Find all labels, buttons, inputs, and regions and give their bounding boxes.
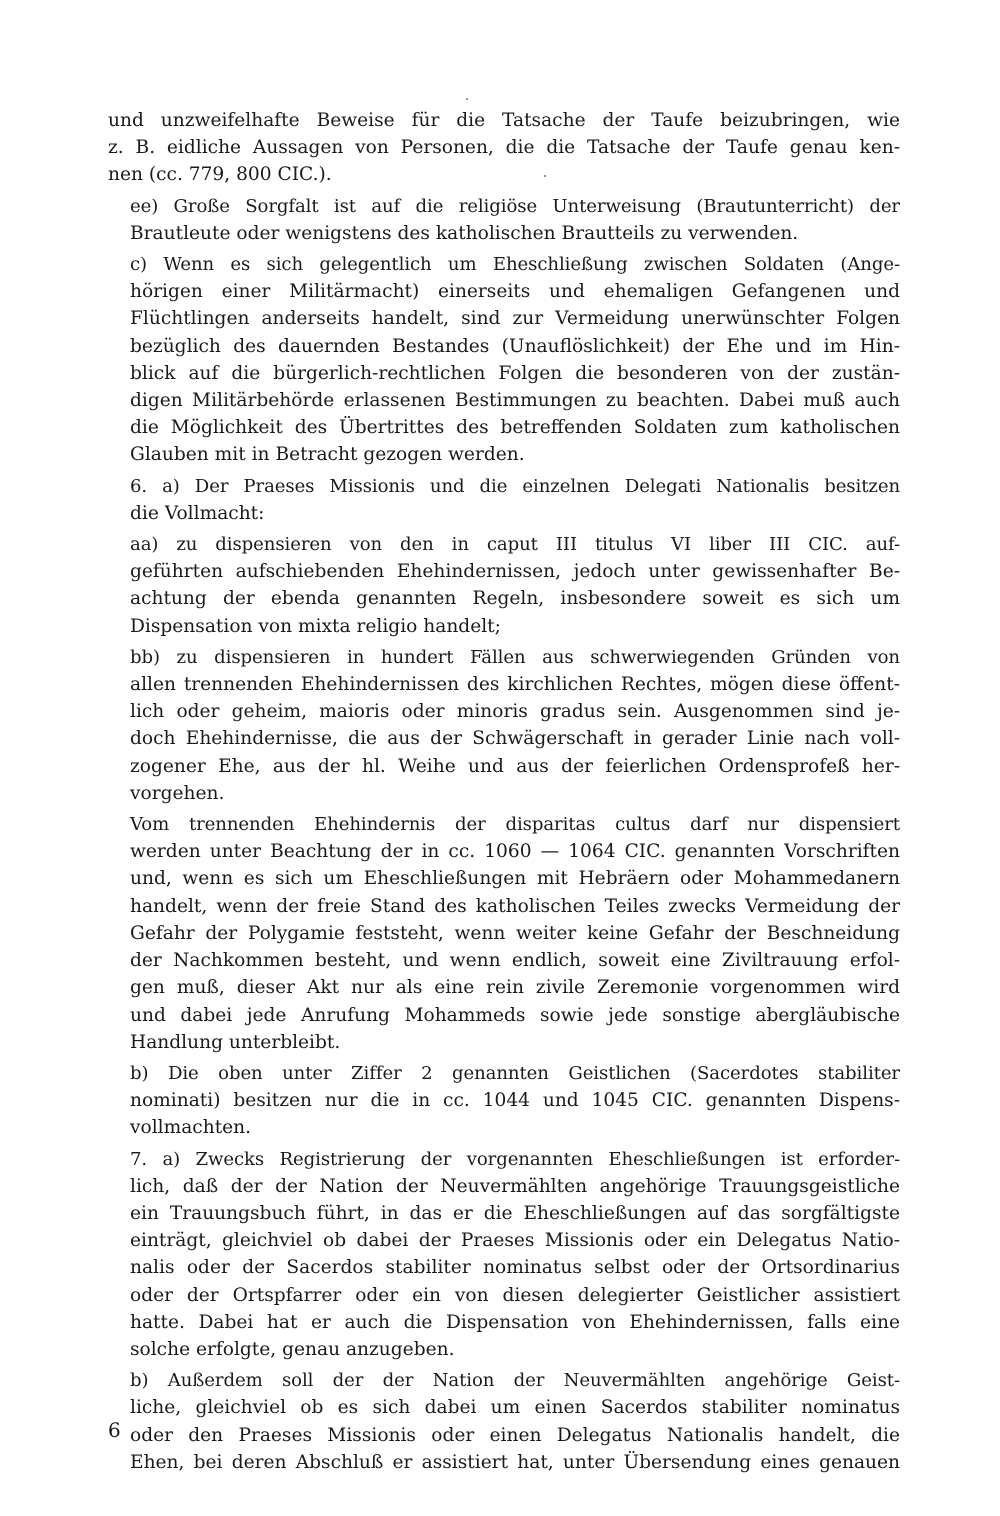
paragraph-6a-powers	[108, 473, 900, 527]
text-line: Dispensation von mixta religio handelt;	[130, 615, 501, 637]
text-line: solche erfolgte, genau anzugeben.	[130, 1338, 455, 1360]
text-line: digen Militärbehörde erlassenen Bestimmungen zu beachten. Dabei muß auch	[130, 390, 900, 412]
text-line: Glauben mit in Betracht gezogen werden.	[130, 444, 525, 466]
text-line: werden unter Beachtung der in cc. 1060 — 1064 CIC. genannten Vorschriften	[130, 841, 900, 863]
text-line: zogener Ehe, aus der hl. Weihe und aus der feierlichen Ordensprofeß her-	[130, 755, 900, 777]
text-line: 7. a) Zwecks Registrierung der vorgenannten Eheschließungen ist erforder-	[130, 1148, 900, 1170]
text-line: oder der Ortspfarrer oder ein von diesen delegierter Geistlicher assistiert	[130, 1284, 900, 1306]
text-line: achtung der ebenda genannten Regeln, insbesondere soweit es sich um	[130, 588, 900, 610]
text-line: nominati) besitzen nur die in cc. 1044 und 1045 CIC. genannten Dispens-	[130, 1090, 900, 1112]
text-line: der Nachkommen besteht, und wenn endlich, soweit eine Ziviltrauung erfol-	[130, 950, 900, 972]
text-line: Gefahr der Polygamie feststeht, wenn weiter keine Gefahr der Beschneidung	[130, 922, 900, 944]
text-line: Flüchtlingen anderseits handelt, sind zur Vermeidung unerwünschter Folgen	[130, 308, 900, 330]
paragraph-7b-report	[108, 1367, 900, 1476]
text-line: und dabei jede Anrufung Mohammeds sowie jede sonstige abergläubische	[130, 1004, 900, 1026]
text-line: oder den Praeses Missionis oder einen Delegatus Nationalis handelt, die	[130, 1424, 900, 1446]
text-line: vollmachten.	[130, 1117, 252, 1139]
text-line: ein Trauungsbuch führt, in das er die Eheschließungen auf das sorgfältigste	[130, 1202, 900, 1224]
text-line: blick auf die bürgerlich-rechtlichen Folgen die besonderen von der zustän-	[130, 362, 900, 384]
text-line: geführten aufschiebenden Ehehindernissen, jedoch unter gewissenhafter Be-	[130, 561, 900, 583]
text-line: nen (cc. 779, 800 CIC.).	[108, 164, 332, 186]
text-line: bezüglich des dauernden Bestandes (Unauflöslichkeit) der Ehe und im Hin-	[130, 335, 900, 357]
text-line: b) Die oben unter Ziffer 2 genannten Geistlichen (Sacerdotes stabiliter	[130, 1062, 900, 1084]
text-line: b) Außerdem soll der der Nation der Neuvermählten angehörige Geist-	[130, 1370, 900, 1392]
scan-speck	[466, 98, 468, 100]
text-line: aa) zu dispensieren von den in caput III titulus VI liber III CIC. auf-	[130, 534, 900, 556]
paragraph-6b-sacerdotes	[108, 1060, 900, 1142]
text-line: nalis oder der Sacerdos stabiliter nominatus selbst oder der Ortsordinarius	[130, 1257, 900, 1279]
text-line: z. B. eidliche Aussagen von Personen, die die Tatsache der Taufe genau ken-	[108, 137, 900, 159]
scan-speck	[544, 175, 546, 177]
text-line: hörigen einer Militärmacht) einerseits und ehemaligen Gefangenen und	[130, 281, 900, 303]
paragraph-ee-instruction	[108, 193, 900, 247]
text-line: gen muß, dieser Akt nur als eine rein zivile Zeremonie vorgenommen wird	[130, 977, 900, 999]
page-body	[108, 107, 900, 1480]
text-line: handelt, wenn der freie Stand des katholischen Teiles zwecks Vermeidung der	[130, 895, 900, 917]
paragraph-c-soldiers	[108, 251, 900, 469]
text-line: allen trennenden Ehehindernissen des kirchlichen Rechtes, mögen diese öffent-	[130, 674, 900, 696]
text-line: ee) Große Sorgfalt ist auf die religiöse Unterweisung (Brautunterricht) der	[130, 195, 900, 217]
text-line: Brautleute oder wenigstens des katholischen Brautteils zu verwenden.	[130, 222, 799, 244]
text-line: vorgehen.	[130, 782, 225, 804]
paragraph-bb-dispense	[108, 644, 900, 807]
text-line: doch Ehehindernisse, die aus der Schwägerschaft in gerader Linie nach voll-	[130, 728, 900, 750]
text-line: 6. a) Der Praeses Missionis und die einzelnen Delegati Nationalis besitzen	[130, 475, 900, 497]
text-line: Vom trennenden Ehehindernis der disparitas cultus darf nur dispensiert	[130, 814, 900, 836]
text-line: einträgt, gleichviel ob dabei der Praeses Missionis oder ein Delegatus Natio-	[130, 1230, 900, 1252]
text-line: bb) zu dispensieren in hundert Fällen aus schwerwiegenden Gründen von	[130, 646, 900, 668]
text-line: Handlung unterbleibt.	[130, 1031, 341, 1053]
text-line: und, wenn es sich um Eheschließungen mit Hebräern oder Mohammedanern	[130, 868, 900, 890]
paragraph-7a-registration	[108, 1146, 900, 1364]
text-line: lich oder geheim, maioris oder minoris gradus sein. Ausgenommen sind je-	[130, 701, 900, 723]
text-line: und unzweifelhafte Beweise für die Tatsache der Taufe beizubringen, wie	[108, 110, 900, 131]
text-line: die Vollmacht:	[130, 502, 265, 524]
paragraph-baptism-proof	[108, 107, 900, 189]
text-line: Ehen, bei deren Abschluß er assistiert hat, unter Übersendung eines genauen	[130, 1451, 900, 1473]
text-line: die Möglichkeit des Übertrittes des betreffenden Soldaten zum katholischen	[130, 417, 900, 439]
page-number: 6	[108, 1418, 121, 1442]
paragraph-disparitas-cultus	[108, 811, 900, 1056]
text-line: lich, daß der der Nation der Neuvermählten angehörige Trauungsgeistliche	[130, 1175, 900, 1197]
text-line: hatte. Dabei hat er auch die Dispensation von Ehehindernissen, falls eine	[130, 1311, 900, 1333]
paragraph-aa-dispense	[108, 531, 900, 640]
text-line: c) Wenn es sich gelegentlich um Eheschließung zwischen Soldaten (Ange-	[130, 254, 900, 276]
text-line: liche, gleichviel ob es sich dabei um einen Sacerdos stabiliter nominatus	[130, 1397, 900, 1419]
